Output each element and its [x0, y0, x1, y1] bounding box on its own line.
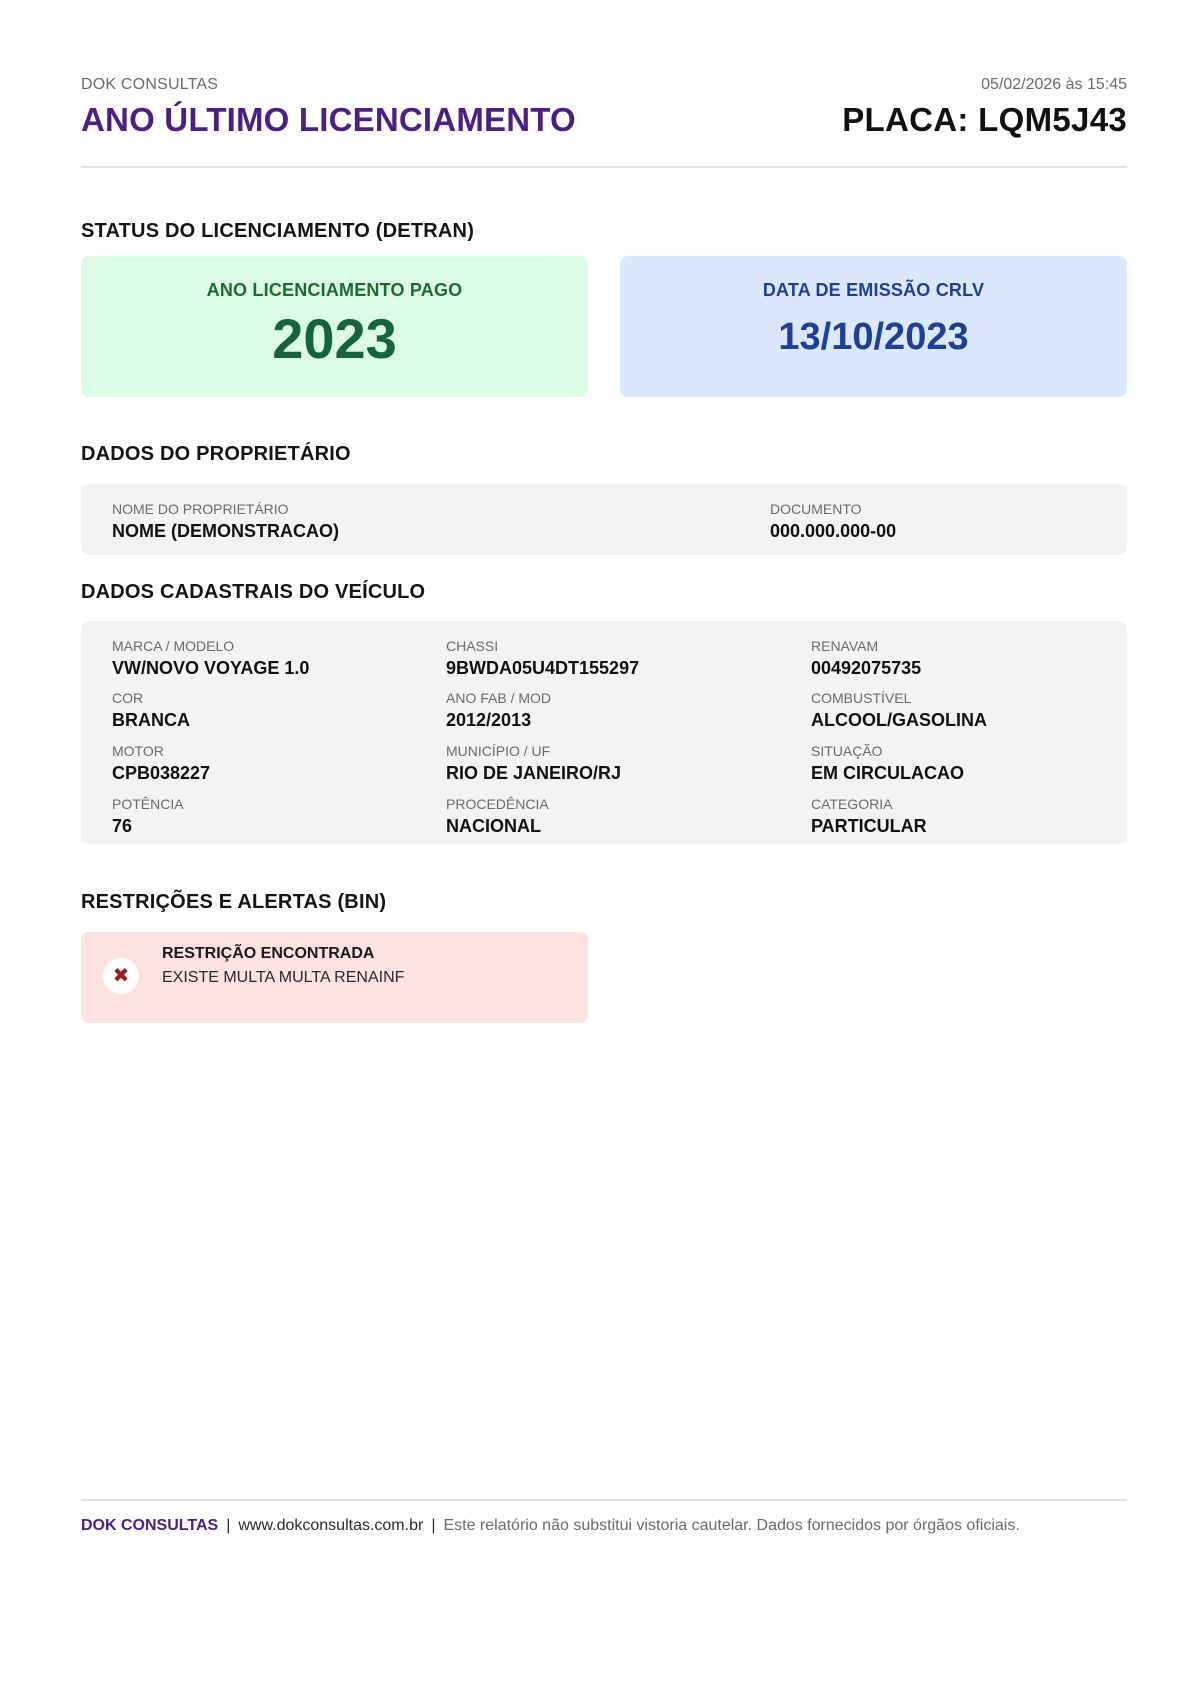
vehicle-field-label: SITUAÇÃO [811, 743, 883, 759]
vehicle-section-title: DADOS CADASTRAIS DO VEÍCULO [81, 581, 426, 603]
vehicle-field-status [811, 743, 964, 784]
footer [81, 1517, 1020, 1535]
vehicle-field-label: CHASSI [446, 638, 499, 654]
alert-text: EXISTE MULTA MULTA RENAINF [162, 969, 405, 986]
footer-divider [81, 1499, 1127, 1501]
owner-name-field [112, 501, 339, 542]
footer-brand: DOK CONSULTAS [81, 1517, 219, 1534]
vehicle-field-power [112, 796, 184, 837]
header-divider [81, 166, 1127, 168]
paid-year-label: ANO LICENCIAMENTO PAGO [206, 280, 463, 300]
footer-separator: | [431, 1517, 436, 1534]
restrictions-section-title: RESTRIÇÕES E ALERTAS (BIN) [81, 891, 387, 913]
vehicle-field-fuel [811, 690, 987, 731]
vehicle-field-value: 2012/2013 [446, 710, 532, 730]
vehicle-field-value: ALCOOL/GASOLINA [811, 710, 987, 730]
vehicle-field-value: RIO DE JANEIRO/RJ [446, 763, 622, 783]
alert-title: RESTRIÇÃO ENCONTRADA [162, 945, 375, 962]
vehicle-field-value: CPB038227 [112, 763, 211, 783]
emission-date-card [620, 256, 1127, 397]
vehicle-field-label: RENAVAM [811, 638, 879, 654]
vehicle-field-chassis [446, 638, 639, 679]
page-title: ANO ÚLTIMO LICENCIAMENTO [81, 101, 576, 138]
report-timestamp: 05/02/2026 às 15:45 [981, 76, 1127, 93]
vehicle-field-label: MUNICÍPIO / UF [446, 743, 551, 759]
paid-year-card [81, 256, 588, 397]
vehicle-field-label: MOTOR [112, 743, 164, 759]
vehicle-field-value: BRANCA [112, 710, 190, 730]
plate-number: PLACA: LQM5J43 [842, 101, 1127, 138]
vehicle-field-value: EM CIRCULACAO [811, 763, 964, 783]
vehicle-field-label: COR [112, 690, 144, 706]
brand-name: DOK CONSULTAS [81, 76, 219, 93]
owner-document-field [770, 501, 896, 542]
vehicle-field-brand-model [112, 638, 309, 679]
vehicle-field-value: PARTICULAR [811, 816, 927, 836]
vehicle-field-label: MARCA / MODELO [112, 638, 235, 654]
owner-name-value: NOME (DEMONSTRACAO) [112, 521, 339, 541]
vehicle-panel [81, 621, 1127, 844]
vehicle-field-category [811, 796, 927, 837]
status-section-title: STATUS DO LICENCIAMENTO (DETRAN) [81, 220, 475, 242]
footer-url-link[interactable]: www.dokconsultas.com.br [238, 1517, 424, 1534]
vehicle-field-value: 00492075735 [811, 658, 922, 678]
owner-name-label: NOME DO PROPRIETÁRIO [112, 501, 289, 517]
vehicle-field-label: ANO FAB / MOD [446, 690, 552, 706]
vehicle-field-origin [446, 796, 549, 837]
vehicle-field-engine [112, 743, 210, 784]
vehicle-field-city [446, 743, 621, 784]
vehicle-field-value: VW/NOVO VOYAGE 1.0 [112, 658, 310, 678]
vehicle-field-color [112, 690, 190, 731]
close-x-icon: ✖ [103, 958, 139, 994]
footer-separator: | [226, 1517, 231, 1534]
vehicle-field-renavam [811, 638, 921, 679]
vehicle-field-label: CATEGORIA [811, 796, 893, 812]
paid-year-value: 2023 [272, 307, 397, 370]
header-top-row [81, 76, 1127, 96]
owner-document-value: 000.000.000-00 [770, 521, 897, 541]
emission-date-value: 13/10/2023 [778, 316, 969, 358]
footer-disclaimer: Este relatório não substitui vistoria cautelar. Dados fornecidos por órgãos oficiais. [443, 1517, 1020, 1534]
vehicle-field-year [446, 690, 551, 731]
vehicle-field-value: NACIONAL [446, 816, 541, 836]
emission-date-label: DATA DE EMISSÃO CRLV [762, 280, 985, 300]
vehicle-field-value: 76 [112, 816, 133, 836]
owner-document-label: DOCUMENTO [770, 501, 862, 517]
owner-section-title: DADOS DO PROPRIETÁRIO [81, 443, 351, 465]
vehicle-field-value: 9BWDA05U4DT155297 [446, 658, 640, 678]
owner-panel [81, 484, 1127, 555]
restriction-alert [81, 932, 588, 1023]
vehicle-field-label: POTÊNCIA [112, 796, 184, 812]
vehicle-field-label: COMBUSTÍVEL [811, 690, 912, 706]
vehicle-field-label: PROCEDÊNCIA [446, 796, 549, 812]
